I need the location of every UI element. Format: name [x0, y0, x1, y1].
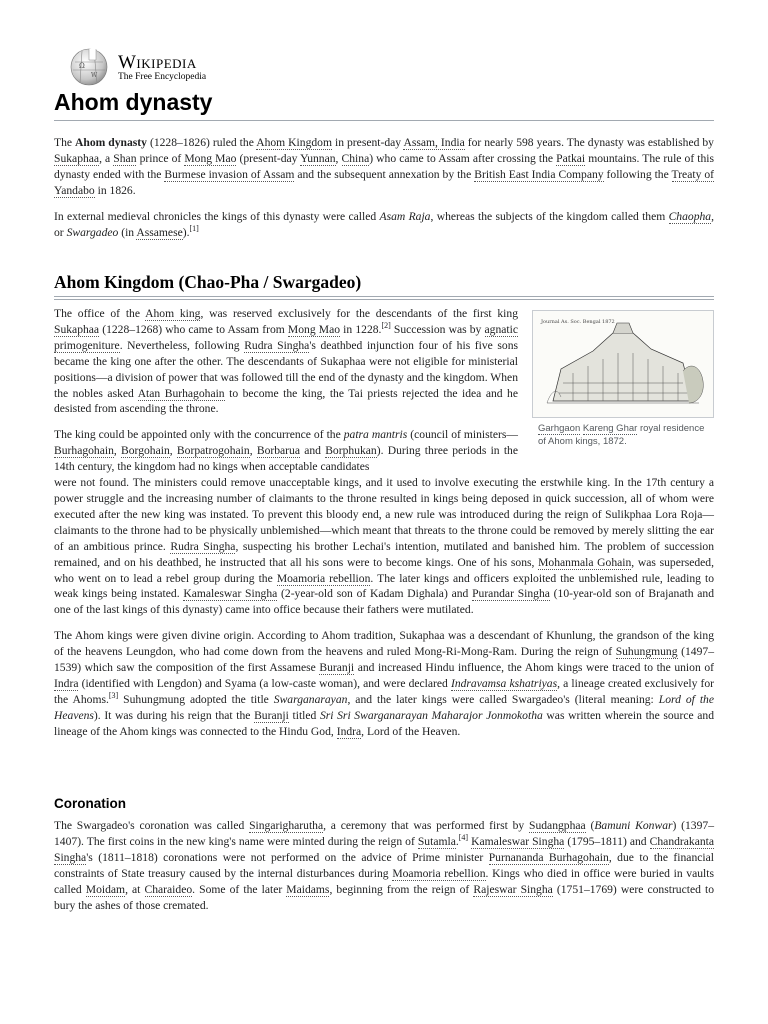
- link-indra[interactable]: Indra: [54, 676, 79, 690]
- link-assamese[interactable]: Assamese: [136, 225, 183, 239]
- kingdom-section-body: [54, 306, 714, 740]
- link-borpatrogohain[interactable]: Borpatrogohain: [176, 444, 250, 458]
- link-china[interactable]: China: [341, 151, 370, 165]
- link-shan[interactable]: Shan: [113, 151, 137, 165]
- citation-2[interactable]: [2]: [381, 321, 391, 331]
- lead-paragraph-1: The Ahom dynasty (1228–1826) ruled the Ahom Kingdom in present-day Assam, India for nearly 598 years. The dynasty was established by Sukaphaa, a Shan prince of Mong Mao (present-day Yunnan, China) who came to Assam after crossing the Patkai mountains. The rule of this dynasty ended with the Burmese invasion of Assam and the subsequent annexation by the British East India Company following the Treaty of Yandabo in 1826.: [54, 136, 715, 197]
- link-chaopha[interactable]: Chaopha: [668, 209, 712, 223]
- link-buranji[interactable]: Buranji: [319, 661, 355, 675]
- link-moamoria-rebellion-2[interactable]: Moamoria rebellion: [392, 866, 486, 880]
- citation-4[interactable]: [4]: [458, 833, 469, 843]
- link-borphukan[interactable]: Borphukan: [325, 444, 377, 458]
- link-patkai[interactable]: Patkai: [556, 151, 586, 165]
- coronation-section-body: [54, 818, 714, 913]
- link-kamaleswar-singha[interactable]: Kamaleswar Singha: [183, 587, 278, 601]
- section-heading-kingdom: Ahom Kingdom (Chao-Pha / Swargadeo): [54, 270, 714, 297]
- link-chandrakanta-singha[interactable]: Chandrakanta Singha: [54, 834, 715, 864]
- link-sukaphaa[interactable]: Sukaphaa: [54, 151, 100, 165]
- citation-1[interactable]: [1]: [189, 223, 199, 233]
- link-sudangphaa[interactable]: Sudangphaa: [529, 819, 586, 832]
- link-borgohain[interactable]: Borgohain: [121, 444, 170, 458]
- link-atan-burhagohain[interactable]: Atan Burhagohain: [137, 386, 225, 400]
- link-burhagohain[interactable]: Burhagohain: [54, 444, 114, 458]
- link-kareng-ghar[interactable]: Kareng Ghar: [582, 423, 638, 434]
- link-ahom-kingdom[interactable]: Ahom Kingdom: [256, 136, 332, 149]
- figure-inscription: Journal As. Soc. Bengal 1872: [541, 319, 615, 325]
- link-maidams[interactable]: Maidams: [286, 882, 330, 896]
- link-moidam[interactable]: Moidam: [85, 882, 126, 896]
- section-heading-coronation: Coronation: [54, 796, 126, 811]
- citation-3[interactable]: [3]: [108, 690, 119, 700]
- link-singarigharutha[interactable]: Singarigharutha: [249, 819, 324, 832]
- link-rudra-singha-2[interactable]: Rudra Singha: [170, 539, 236, 553]
- link-kamaleswar-singha-2[interactable]: Kamaleswar Singha: [471, 834, 565, 848]
- page-title: Ahom dynasty: [54, 86, 714, 121]
- svg-text:Ω: Ω: [79, 62, 85, 70]
- link-indra-2[interactable]: Indra: [336, 724, 362, 738]
- lead-paragraph-2: In external medieval chronicles the kings of this dynasty were called Asam Raja, whereas the subjects of the kingdom called them Chaopha, or Swargadeo (in Assamese).[1]: [54, 209, 714, 239]
- link-garhgaon[interactable]: Garhgaon: [538, 423, 581, 434]
- link-yunnan[interactable]: Yunnan: [300, 151, 336, 165]
- kingdom-paragraph-2: The king could be appointed only with the concurrence of the patra mantris (council of ministers—Burhagohain, Borgohain, Borpatrogohain, Borbarua and Borphukan). During three periods in the 14th century, the kingdom had no kings when acceptable candidates were not found. The ministers could remove unacceptable kings, and it used to involve executing the erstwhile king. In the 17th century a power struggle and the increasing number of claimants to the throne resulted in kings being deposed in quick succession, all of whom were executed after the new king was instated. To prevent this bloody end, a new rule was introduced during the reign of Sulikphaa Lora Roja—claimants to the throne had to be physically unblemished—which meant that threats to the throne could be removed by merely slitting the ear of an ambitious prince. Rudra Singha, suspecting his brother Lechai's intention, mutilated and banished him. The problem of succession remained, and on his deathbed, he instructed that all his sons were to become kings. One of his sons, Mohanmala Gohain, was superseded, who went on to lead a rebel group during the Moamoria rebellion. The later kings and officers exploited the unblemished rule, leading to weak kings being instated. Kamaleswar Singha (2-year-old son of Kadam Dighala) and Purandar Singha (10-year-old son of Brajanath and one of the last kings of this dynasty) came into office because their fathers were mutilated.: [54, 428, 715, 617]
- link-british-east-india[interactable]: British East India Company: [474, 167, 604, 181]
- link-rajeswar-singha[interactable]: Rajeswar Singha: [473, 882, 553, 896]
- svg-text:W: W: [91, 72, 98, 79]
- link-purnananda-burhagohain[interactable]: Purnananda Burhagohain: [488, 850, 609, 864]
- puzzle-globe-icon: [70, 48, 108, 86]
- link-borbarua[interactable]: Borbarua: [256, 444, 300, 458]
- link-buranji-2[interactable]: Buranji: [254, 708, 289, 722]
- wikipedia-wordmark: Wikipedia: [118, 52, 197, 73]
- figure-caption: Garhgaon Kareng Ghar royal residence of Ahom kings, 1872.: [538, 423, 705, 447]
- link-burmese-invasion[interactable]: Burmese invasion of Assam: [164, 167, 295, 181]
- link-rudra-singha[interactable]: Rudra Singha: [244, 338, 310, 352]
- link-charaideo[interactable]: Charaideo: [144, 882, 193, 896]
- link-ahom-king[interactable]: Ahom king: [145, 307, 201, 320]
- link-agnatic-primogeniture[interactable]: agnatic primogeniture: [54, 322, 518, 352]
- link-purandar-singha[interactable]: Purandar Singha: [472, 587, 550, 601]
- link-indravamsa-kshatriyas[interactable]: Indravamsa kshatriyas: [450, 676, 558, 690]
- lead-section: [54, 135, 714, 240]
- coronation-paragraph-1: The Swargadeo's coronation was called Singarigharutha, a ceremony that was performed first by Sudangphaa (Bamuni Konwar) (1397–1407). The first coins in the new king's name were minted during the reign of Sutamla.[4] Kamaleswar Singha (1795–1811) and Chandrakanta Singha's (1811–1818) coronations were not performed on the advice of Prime minister Purnananda Burhagohain, due to the financial constraints of State treasury caused by the internal disturbances during Moamoria rebellion. Kings who died in office were buried in vaults called Moidam, at Charaideo. Some of the later Maidams, beginning from the reign of Rajeswar Singha (1751–1769) were constructed to bury the ashes of those cremated.: [54, 819, 715, 912]
- link-mong-mao-2[interactable]: Mong Mao: [287, 322, 341, 336]
- link-mohanmala-gohain[interactable]: Mohanmala Gohain: [538, 555, 632, 569]
- link-sukaphaa-2[interactable]: Sukaphaa: [54, 322, 100, 336]
- kingdom-paragraph-3: The Ahom kings were given divine origin. According to Ahom tradition, Sukaphaa was a descendant of Khunlung, the grandson of the king of the heavens Leungdon, who had come down from the heavens and ruled Mong-Ri-Mong-Ram. During the reign of Suhungmung (1497–1539) which saw the composition of the first Assamese Buranji and increased Hindu influence, the Ahom kings were traced to the union of Indra (identified with Lengdon) and Syama (a low-caste woman), and were declared Indravamsa kshatriyas, a lineage created exclusively for the Ahoms.[3] Suhungmung adopted the title Swarganarayan, and the later kings were called Swargadeo's (literal meaning: Lord of the Heavens). It was during his reign that the Buranji titled Sri Sri Swarganarayan Maharajor Jonmokotha was written wherein the source and lineage of the Ahom kings was connected to the Hindu God, Indra, Lord of the Heaven.: [54, 629, 715, 738]
- link-treaty-yandabo[interactable]: Treaty of Yandabo: [54, 167, 714, 197]
- link-assam-india[interactable]: Assam, India: [403, 136, 465, 149]
- link-sutamla[interactable]: Sutamla: [417, 834, 456, 848]
- link-suhungmung[interactable]: Suhungmung: [615, 645, 678, 659]
- link-moamoria-rebellion[interactable]: Moamoria rebellion: [276, 571, 371, 585]
- link-mong-mao[interactable]: Mong Mao: [184, 151, 237, 165]
- kingdom-paragraph-1: The office of the Ahom king, was reserved exclusively for the descendants of the first king Sukaphaa (1228–1268) who came to Assam from Mong Mao in 1228.[2] Succession was by agnatic primogeniture. Nevertheless, following Rudra Singha's deathbed injunction four of his five sons became the king one after the other. The descendants of Sukaphaa were not eligible for ministerial positions—a division of power that was followed till the end of the dynasty and the kingdom. When the nobles asked Atan Burhagohain to become the king, the Tai priests rejected the idea and he desisted from ascending the throne.: [54, 307, 519, 416]
- wikipedia-tagline: The Free Encyclopedia: [118, 72, 207, 82]
